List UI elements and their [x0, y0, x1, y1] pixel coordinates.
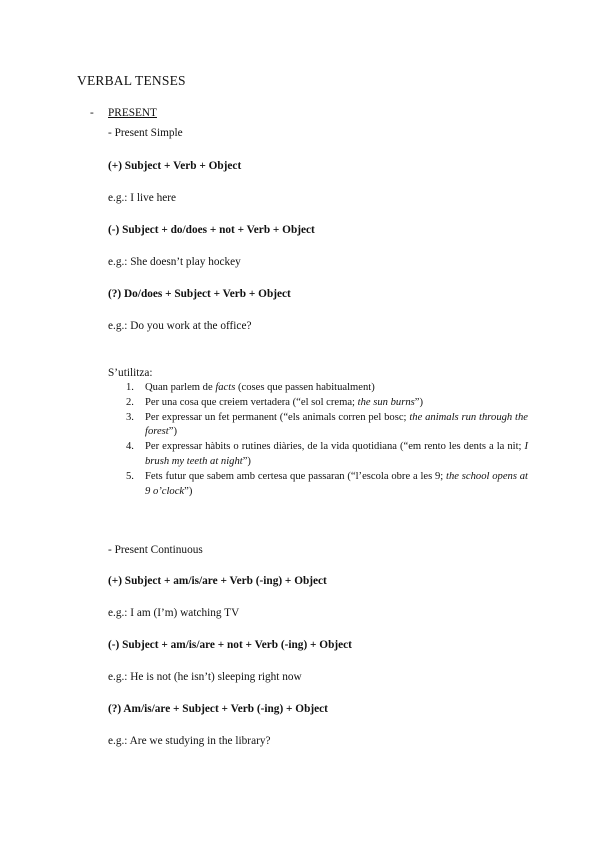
example-negative: e.g.: She doesn’t play hockey [108, 256, 241, 268]
example-question: e.g.: Do you work at the office? [108, 320, 252, 332]
usage-item [108, 440, 528, 470]
subheading-present-continuous: - Present Continuous [108, 544, 203, 556]
usage-item-text-end: ”) [414, 396, 423, 408]
usage-item [108, 470, 528, 500]
subheading-present-simple: - Present Simple [108, 127, 183, 139]
usage-item-text: Fets futur que sabem amb certesa que passaran (“l’escola obre a les 9; [145, 470, 447, 482]
usage-heading: S’utilitza: [108, 367, 153, 379]
usage-item-text: Per una cosa que creiem vertadera (“el sol crema; [145, 396, 358, 408]
usage-item-text: Quan parlem de [145, 382, 216, 393]
usage-item-italic: the school opens at 9 o’clock [145, 470, 528, 497]
usage-item-italic: I brush my teeth at night [145, 441, 528, 467]
formula-affirmative: (+) Subject + Verb + Object [108, 160, 242, 172]
usage-item [108, 381, 528, 396]
usage-item-number: 4. [126, 441, 134, 453]
example-continuous-question: e.g.: Are we studying in the library? [108, 735, 271, 747]
usage-item-text: Per expressar hàbits o rutines diàries, de la vida quotidiana (“em rento les dents a la nit; [145, 441, 525, 453]
usage-item-number: 1. [126, 382, 134, 393]
usage-item-number: 3. [126, 411, 134, 423]
usage-item [108, 396, 528, 411]
usage-item-italic: facts [215, 382, 236, 393]
section-bullet: - [90, 107, 94, 119]
formula-negative: (-) Subject + do/does + not + Verb + Object [108, 224, 315, 236]
usage-item-number: 2. [126, 396, 134, 408]
usage-item-text-end: ”) [242, 455, 251, 467]
usage-item-text: Per expressar un fet permanent (“els animals corren pel bosc; [145, 411, 410, 423]
usage-item-text-end: (coses que passen habitualment) [235, 382, 375, 393]
usage-item-text-end: ”) [184, 485, 193, 497]
example-affirmative: e.g.: I live here [108, 192, 177, 204]
usage-item-number: 5. [126, 470, 134, 482]
example-continuous-affirmative: e.g.: I am (I’m) watching TV [108, 607, 240, 619]
document-title: VERBAL TENSES [77, 73, 186, 88]
usage-item-text-end: ”) [168, 426, 177, 438]
formula-continuous-question: (?) Am/is/are + Subject + Verb (-ing) + Object [108, 703, 328, 715]
formula-continuous-negative: (-) Subject + am/is/are + not + Verb (-ing) + Object [108, 639, 352, 651]
formula-question: (?) Do/does + Subject + Verb + Object [108, 288, 291, 300]
usage-item-italic: the sun burns [357, 396, 415, 408]
formula-continuous-affirmative: (+) Subject + am/is/are + Verb (-ing) + Object [108, 575, 327, 587]
section-heading-present: PRESENT [108, 107, 157, 119]
usage-item-italic: the animals run through the forest [145, 411, 529, 438]
usage-item [108, 411, 528, 441]
example-continuous-negative: e.g.: He is not (he isn’t) sleeping right now [108, 671, 302, 683]
usage-list [108, 381, 528, 499]
